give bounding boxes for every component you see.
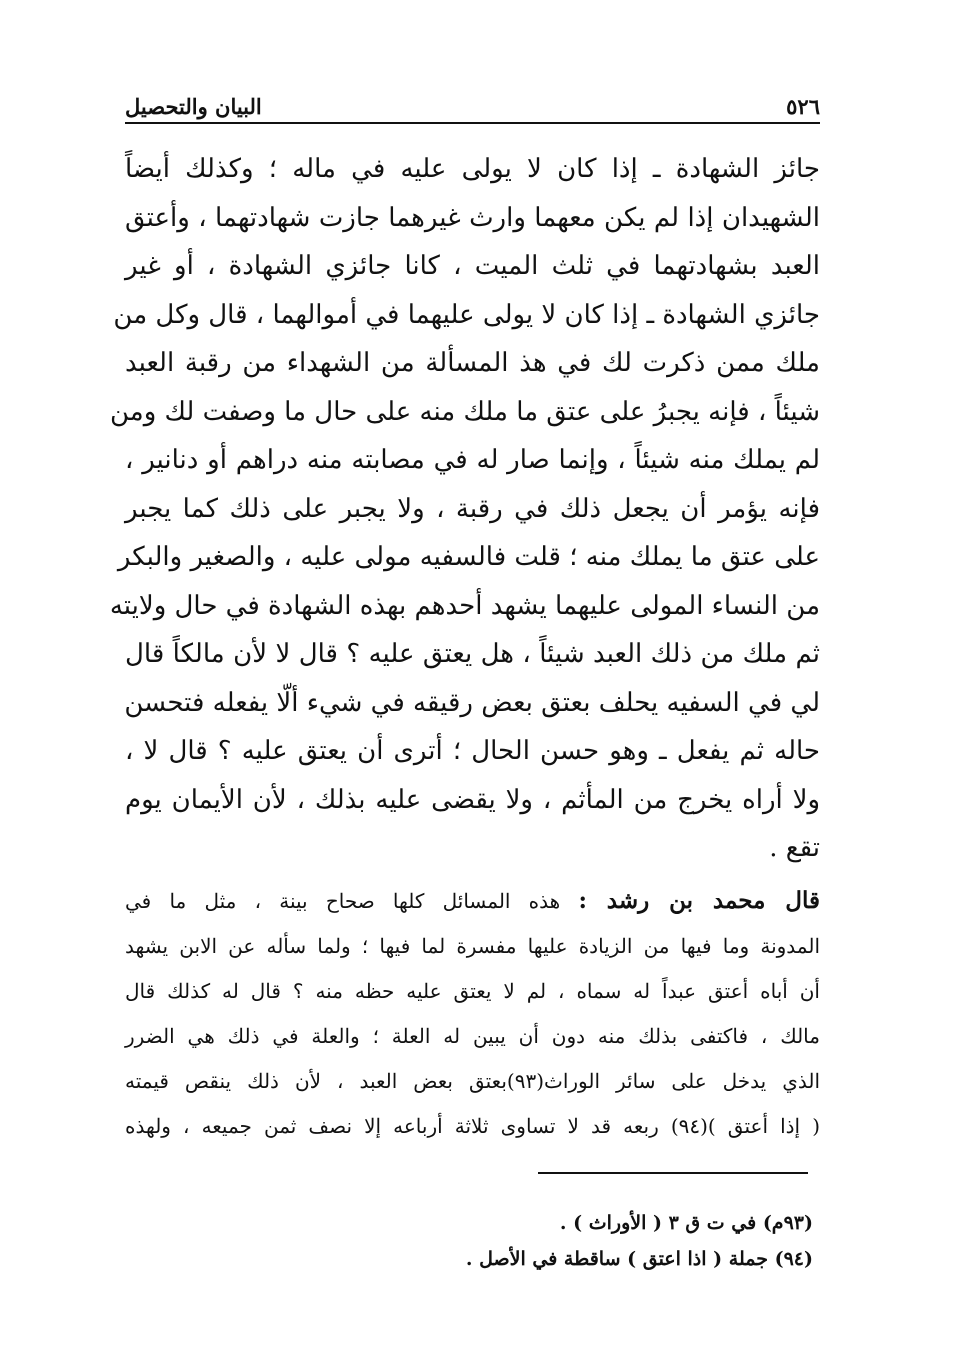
commentary-line: أن أباه أعتق عبداً له سماه ، لم لا يعتق عليه حظه منه ؟ قال له كذلك قال [125, 979, 820, 1003]
text-line: شيئاً ، فإنه يجبرُ على عتق ما ملك منه على حال ما وصفت لك ومن [109, 396, 820, 427]
text-line: على عتق ما يملك منه ؛ قلت فالسفيه مولى عليه ، والصغير والبكر [117, 542, 820, 572]
commentary-first-line [125, 878, 820, 924]
main-text [109, 145, 821, 873]
running-title: البيان والتحصيل [125, 94, 262, 119]
commentary-speaker: قال محمد بن رشد : [578, 887, 821, 914]
page-header [125, 82, 820, 124]
commentary-line: المدونة وما فيها من الزيادة عليها مفسرة لما فيها ؛ ولما سأله عن الابن يشهد [125, 934, 820, 958]
footnote-94: (٩٤) جملة ( اذا اعتق ) ساقطة في الأصل . [465, 1248, 813, 1270]
footnotes [125, 1205, 813, 1277]
commentary-line-rest: هذه المسائل كلها صحاح بينة ، مثل ما في [125, 889, 561, 913]
text-line: حاله ثم يفعل ـ وهو حسن الحال ؛ أترى أن يعتق عليه ؟ قال لا ، [125, 736, 820, 766]
commentary-line: ( إذا أعتق )(٩٤) ربعه قد لا تساوى ثلاثة أرباعه إلا نصف ثمن جميعه ، ولهذه [125, 1114, 820, 1138]
text-line: جائزي الشهادة ـ إذا كان لا يولى عليهما في أموالهما ، قال وكل من [113, 299, 820, 330]
text-line: من النساء المولى عليهما يشهد أحدهم بهذه الشهادة في حال ولايته [109, 590, 820, 621]
commentary-line: الذي يدخل على سائر الوراث(٩٣)بعتق بعض العبد ، لأن ذلك ينقص قيمته [125, 1069, 820, 1093]
text-line: ثم ملك من ذلك العبد شيئاً ، هل يعتق عليه ؟ قال لا لأن مالكاً قال [125, 639, 820, 669]
commentary [125, 878, 820, 1149]
commentary-line: مالك ، فاكتفى بذلك منه دون أن يبين له العلة ؛ والعلة في ذلك هي الضرر [125, 1024, 820, 1048]
footnote-divider [538, 1172, 808, 1174]
page-number: ٥٢٦ [786, 94, 820, 119]
text-line: جائز الشهادة ـ إذا كان لا يولى عليه في ماله ؛ وكذلك أيضاً [125, 154, 820, 184]
footnote-93: (٩٣م) في ت ق ٣ ( الأوراث ) . [559, 1212, 813, 1234]
text-line: الشهيدان إذا لم يكن معهما وارث غيرهما جازت شهادتهما ، وأعتق [125, 202, 820, 233]
text-line: لم يملك منه شيئاً ، وإنما صار له في مصابته منه دراهم أو دنانير ، [125, 445, 820, 475]
text-line: ولا أراه يخرج من المأثم ، ولا يقضى عليه بذلك ، لأن الأيمان يوم [125, 784, 821, 815]
text-line: لي في السفيه يحلف بعتق بعض رقيقه في شيء ألّا يفعله فتحسن [124, 687, 820, 718]
text-line: العبد بشهادتهما في ثلث الميت ، كانا جائزي الشهادة ، أو غير [125, 251, 820, 281]
text-line: تقع . [769, 833, 820, 863]
text-line: ملك ممن ذكرت لك في هذ المسألة من الشهداء من رقبة العبد [125, 348, 820, 378]
text-line: فإنه يؤمر أن يجعل ذلك في رقبة ، ولا يجبر على ذلك كما يجبر [125, 493, 820, 524]
